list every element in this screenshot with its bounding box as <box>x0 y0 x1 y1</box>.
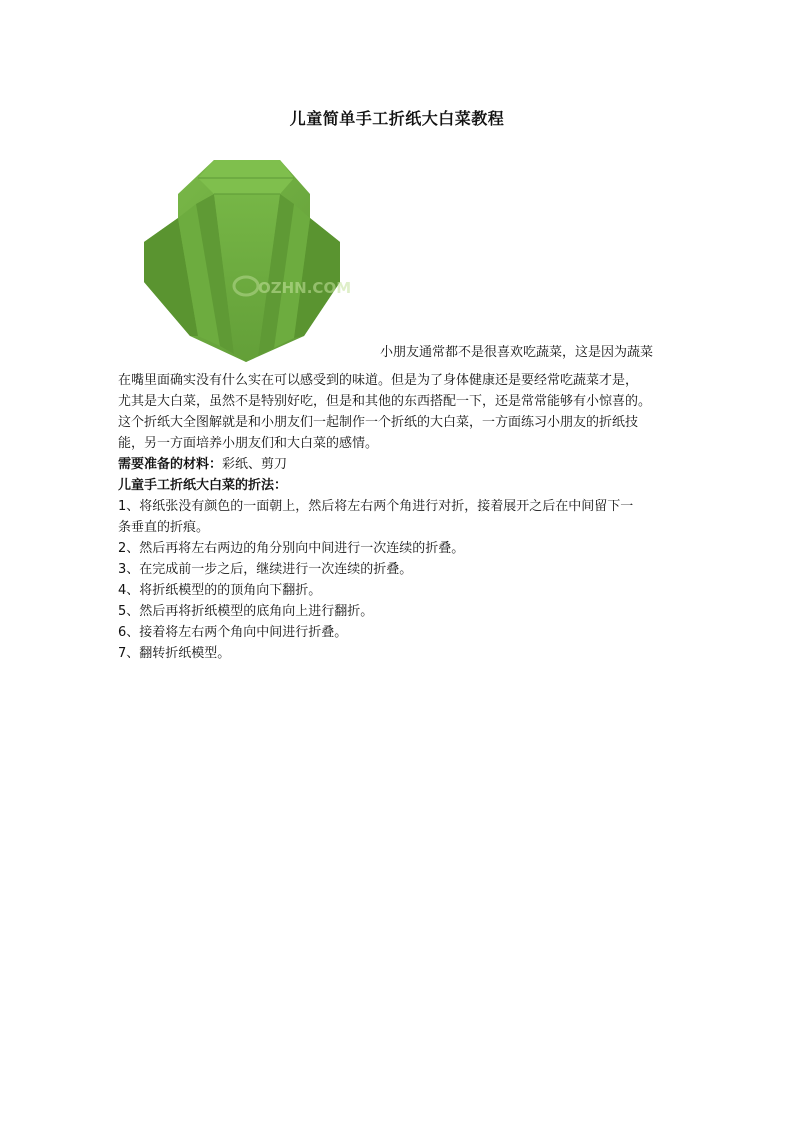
step-line: 6、接着将左右两个角向中间进行折叠。 <box>118 625 348 640</box>
watermark-text: OZHN.COM <box>258 279 352 297</box>
origami-cabbage-image <box>134 158 356 364</box>
step-line: 2、然后再将左右两边的角分别向中间进行一次连续的折叠。 <box>118 541 465 556</box>
intro-line-1: 小朋友通常都不是很喜欢吃蔬菜，这是因为蔬菜 <box>380 345 654 360</box>
intro-line-4: 这个折纸大全图解就是和小朋友们一起制作一个折纸的大白菜，一方面练习小朋友的折纸技 <box>118 415 639 430</box>
origami-cabbage-illustration <box>134 158 356 364</box>
materials-value: 彩纸、剪刀 <box>222 457 288 472</box>
intro-line-2: 在嘴里面确实没有什么实在可以感受到的味道。但是为了身体健康还是要经常吃蔬菜才是， <box>118 373 639 388</box>
step-line: 1、将纸张没有颜色的一面朝上，然后将左右两个角进行对折，接着展开之后在中间留下一 <box>118 499 634 514</box>
top-flap <box>198 160 294 194</box>
method-heading: 儿童手工折纸大白菜的折法： <box>118 478 288 493</box>
materials-line <box>118 454 678 475</box>
document-title: 儿童简单手工折纸大白菜教程 <box>289 109 505 128</box>
step-line: 4、将折纸模型的的顶角向下翻折。 <box>118 583 322 598</box>
step-line: 条垂直的折痕。 <box>118 520 210 535</box>
intro-line-3: 尤其是大白菜，虽然不是特别好吃，但是和其他的东西搭配一下，还是常常能够有小惊喜的。 <box>118 394 652 409</box>
step-line: 5、然后再将折纸模型的底角向上进行翻折。 <box>118 604 374 619</box>
materials-label: 需要准备的材料： <box>118 457 223 472</box>
step-line: 7、翻转折纸模型。 <box>118 646 231 661</box>
step-line: 3、在完成前一步之后，继续进行一次连续的折叠。 <box>118 562 413 577</box>
intro-line-5: 能，另一方面培养小朋友们和大白菜的感情。 <box>118 436 379 451</box>
